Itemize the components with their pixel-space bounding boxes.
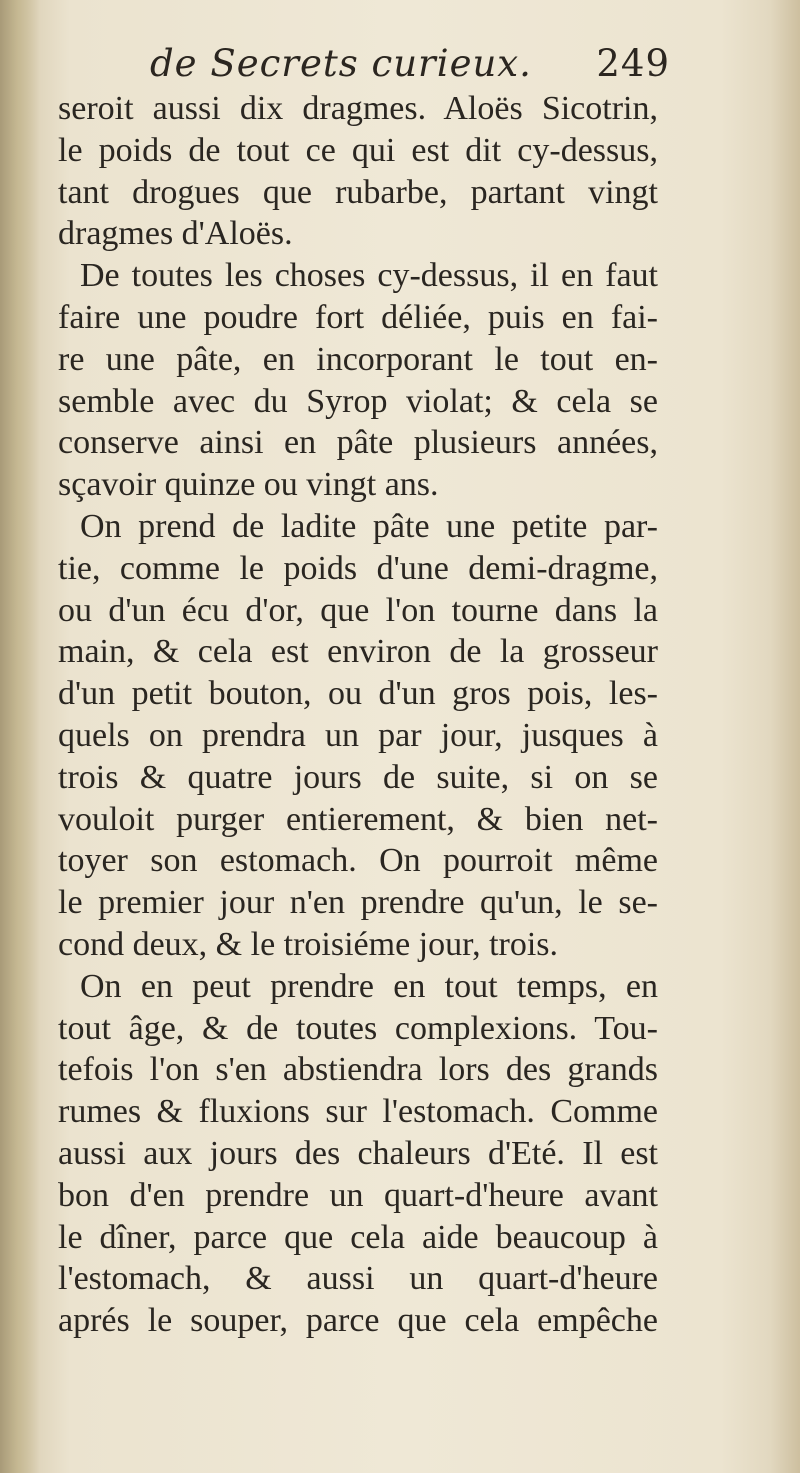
text-line: le dîner, parce que cela aide beaucoup à xyxy=(58,1218,658,1256)
text-line: bon d'en prendre un quart-d'heure avant xyxy=(58,1176,658,1214)
text-line: aprés le souper, parce que cela empêche xyxy=(58,1302,658,1340)
text-line: seroit aussi dix dragmes. Aloës Sicotrin, xyxy=(58,90,658,127)
text-line: semble avec du Syrop violat; & cela se xyxy=(58,382,658,420)
text-line: le poids de tout ce qui est dit cy-dessus, xyxy=(58,131,658,169)
paragraph-start-line: On en peut prendre en tout temps, en xyxy=(80,967,658,1005)
text-line: re une pâte, en incorporant le tout en- xyxy=(58,340,658,378)
body-text xyxy=(58,88,658,1342)
text-line: toyer son estomach. On pourroit même xyxy=(58,842,658,880)
text-line: d'un petit bouton, ou d'un gros pois, les- xyxy=(58,675,658,713)
text-line: dragmes d'Aloës. xyxy=(58,215,293,253)
text-line: faire une poudre fort déliée, puis en fai- xyxy=(58,298,658,336)
text-line: quels on prendra un par jour, jusques à xyxy=(58,716,658,754)
text-line: tefois l'on s'en abstiendra lors des grands xyxy=(58,1051,658,1089)
paragraph-start-line: On prend de ladite pâte une petite par- xyxy=(80,507,658,545)
text-line: vouloit purger entierement, & bien net- xyxy=(58,800,658,838)
page-gutter-shadow xyxy=(0,0,40,1473)
text-line: conserve ainsi en pâte plusieurs années, xyxy=(58,424,658,462)
text-line: main, & cela est environ de la grosseur xyxy=(58,633,658,671)
text-line: sçavoir quinze ou vingt ans. xyxy=(58,466,439,504)
text-line: tant drogues que rubarbe, partant vingt xyxy=(58,173,658,211)
text-line: le premier jour n'en prendre qu'un, le se- xyxy=(58,884,658,922)
paragraph-start-line: De toutes les choses cy-dessus, il en faut xyxy=(80,257,658,295)
text-line: tie, comme le poids d'une demi-dragme, xyxy=(58,549,658,587)
text-line: tout âge, & de toutes complexions. Tou- xyxy=(58,1009,658,1047)
text-line: cond deux, & le troisiéme jour, trois. xyxy=(58,925,559,963)
text-line: l'estomach, & aussi un quart-d'heure xyxy=(58,1260,658,1298)
page-number: 249 xyxy=(596,42,670,85)
text-line: aussi aux jours des chaleurs d'Eté. Il est xyxy=(58,1134,658,1172)
text-line: rumes & fluxions sur l'estomach. Comme xyxy=(58,1093,658,1131)
text-line: trois & quatre jours de suite, si on se xyxy=(58,758,658,796)
running-title: de Secrets curieux. xyxy=(150,42,532,85)
text-line: ou d'un écu d'or, que l'on tourne dans la xyxy=(58,591,658,629)
